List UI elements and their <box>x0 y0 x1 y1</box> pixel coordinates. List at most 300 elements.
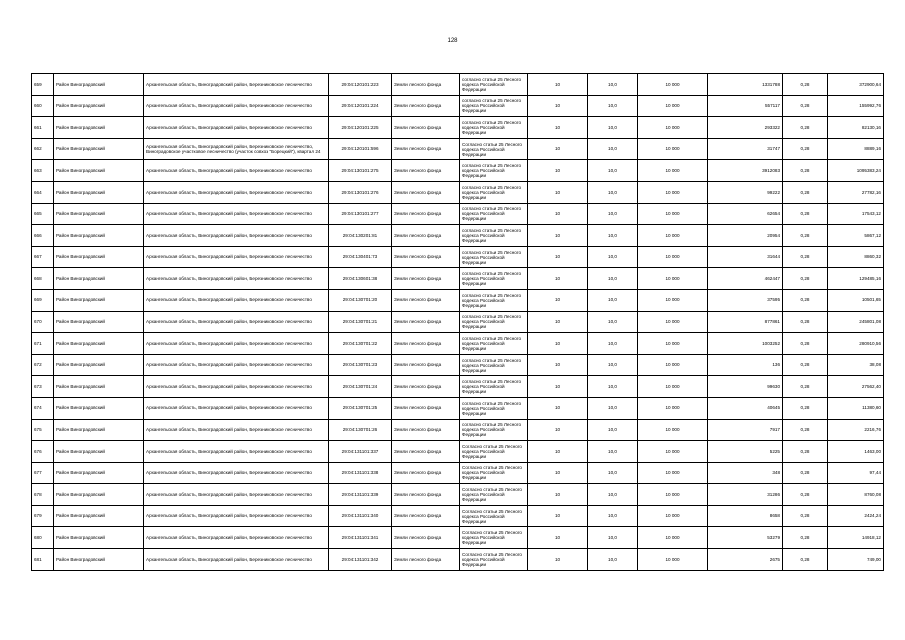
land-category-cell: Земли лесного фонда <box>392 441 460 463</box>
value-cell: 10 000 <box>638 117 708 139</box>
value-cell: 10 000 <box>638 397 708 419</box>
district-cell: Район Виноградовский <box>54 160 144 182</box>
value-cell: 10,0 <box>588 462 638 484</box>
district-cell: Район Виноградовский <box>54 268 144 290</box>
amount-cell: 38,08 <box>828 354 884 376</box>
value-cell: 10 <box>528 95 588 117</box>
value-cell: 10 000 <box>638 462 708 484</box>
amount-cell: 280910,56 <box>828 333 884 355</box>
area-cell: 348 <box>708 462 783 484</box>
page-number: 128 <box>447 38 458 44</box>
row-number-cell: 659 <box>32 74 54 96</box>
district-cell: Район Виноградовский <box>54 462 144 484</box>
legal-basis-cell: согласно статьи 25 Лесного кодекса Российской Федерации <box>460 333 528 355</box>
row-number-cell: 677 <box>32 462 54 484</box>
value-cell: 10 <box>528 484 588 506</box>
district-cell: Район Виноградовский <box>54 549 144 571</box>
amount-cell: 8889,16 <box>828 138 884 160</box>
amount-cell: 8860,32 <box>828 246 884 268</box>
row-number-cell: 678 <box>32 484 54 506</box>
value-cell: 10 000 <box>638 138 708 160</box>
area-cell: 7917 <box>708 419 783 441</box>
row-number-cell: 675 <box>32 419 54 441</box>
table-row <box>32 441 884 463</box>
rate-cell: 0,28 <box>783 484 828 506</box>
area-cell: 31747 <box>708 138 783 160</box>
value-cell: 10,0 <box>588 95 638 117</box>
value-cell: 10 000 <box>638 203 708 225</box>
cadastral-number-cell: 29:04:131101:340 <box>329 505 392 527</box>
cadastral-number-cell: 29:04:131101:337 <box>329 441 392 463</box>
cadastral-number-cell: 29:04:120101:224 <box>329 95 392 117</box>
land-category-cell: Земли лесного фонда <box>392 397 460 419</box>
row-number-cell: 673 <box>32 376 54 398</box>
amount-cell: 27782,16 <box>828 181 884 203</box>
table-row <box>32 203 884 225</box>
district-cell: Район Виноградовский <box>54 289 144 311</box>
table-row <box>32 225 884 247</box>
address-cell: Архангельская область, Виноградовский район, Березниковское лесничество <box>144 505 329 527</box>
cadastral-number-cell: 29:04:131101:339 <box>329 484 392 506</box>
table-row <box>32 138 884 160</box>
area-cell: 557117 <box>708 95 783 117</box>
amount-cell: 27562,40 <box>828 376 884 398</box>
cadastral-number-cell: 29:04:130401:73 <box>329 246 392 268</box>
area-cell: 5225 <box>708 441 783 463</box>
cadastral-number-cell: 29:04:120101:596 <box>329 138 392 160</box>
legal-basis-cell: Согласно статьи 25 Лесного кодекса Российской Федерации <box>460 527 528 549</box>
district-cell: Район Виноградовский <box>54 505 144 527</box>
area-cell: 1003252 <box>708 333 783 355</box>
land-category-cell: Земли лесного фонда <box>392 505 460 527</box>
address-cell: Архангельская область, Виноградовский район, Березниковское лесничество <box>144 95 329 117</box>
value-cell: 10,0 <box>588 484 638 506</box>
district-cell: Район Виноградовский <box>54 419 144 441</box>
address-cell: Архангельская область, Виноградовский район, Березниковское лесничество <box>144 74 329 96</box>
cadastral-number-cell: 29:04:131101:338 <box>329 462 392 484</box>
address-cell: Архангельская область, Виноградовский район, Березниковское лесничество <box>144 268 329 290</box>
area-cell: 99630 <box>708 376 783 398</box>
table-row <box>32 333 884 355</box>
area-cell: 2675 <box>708 549 783 571</box>
address-cell: Архангельская область, Виноградовский район, Березниковское лесничество <box>144 160 329 182</box>
legal-basis-cell: согласно статьи 25 Лесного кодекса Российской Федерации <box>460 74 528 96</box>
row-number-cell: 666 <box>32 225 54 247</box>
legal-basis-cell: согласно статьи 25 Лесного кодекса Российской Федерации <box>460 268 528 290</box>
address-cell: Архангельская область, Виноградовский район, Березниковское лесничество <box>144 484 329 506</box>
table-row <box>32 181 884 203</box>
district-cell: Район Виноградовский <box>54 376 144 398</box>
amount-cell: 97,44 <box>828 462 884 484</box>
row-number-cell: 660 <box>32 95 54 117</box>
row-number-cell: 669 <box>32 289 54 311</box>
area-cell: 8658 <box>708 505 783 527</box>
row-number-cell: 676 <box>32 441 54 463</box>
address-cell: Архангельская область, Виноградовский район, Березниковское лесничество <box>144 441 329 463</box>
value-cell: 10 000 <box>638 376 708 398</box>
rate-cell: 0,28 <box>783 203 828 225</box>
cadastral-number-cell: 29:04:130701:21 <box>329 311 392 333</box>
value-cell: 10,0 <box>588 397 638 419</box>
land-category-cell: Земли лесного фонда <box>392 354 460 376</box>
amount-cell: 17543,12 <box>828 203 884 225</box>
land-category-cell: Земли лесного фонда <box>392 95 460 117</box>
row-number-cell: 674 <box>32 397 54 419</box>
legal-basis-cell: согласно статьи 25 Лесного кодекса Российской Федерации <box>460 289 528 311</box>
district-cell: Район Виноградовский <box>54 225 144 247</box>
address-cell: Архангельская область, Виноградовский район, Березниковское лесничество <box>144 354 329 376</box>
amount-cell: 372900,64 <box>828 74 884 96</box>
legal-basis-cell: Согласно статьи 25 Лесного кодекса Российской Федерации <box>460 549 528 571</box>
legal-basis-cell: Согласно статьи 25 Лесного кодекса Российской Федерации <box>460 484 528 506</box>
address-cell: Архангельская область, Виноградовский район, Березниковское лесничество <box>144 246 329 268</box>
value-cell: 10 000 <box>638 419 708 441</box>
amount-cell: 155992,76 <box>828 95 884 117</box>
amount-cell: 82130,16 <box>828 117 884 139</box>
cadastral-number-cell: 29:04:130701:24 <box>329 376 392 398</box>
value-cell: 10 000 <box>638 268 708 290</box>
cadastral-number-cell: 29:04:120101:225 <box>329 117 392 139</box>
value-cell: 10 000 <box>638 160 708 182</box>
value-cell: 10 <box>528 74 588 96</box>
value-cell: 10 <box>528 289 588 311</box>
value-cell: 10 <box>528 505 588 527</box>
cadastral-number-cell: 29:04:131101:342 <box>329 549 392 571</box>
value-cell: 10 <box>528 397 588 419</box>
value-cell: 10,0 <box>588 181 638 203</box>
legal-basis-cell: согласно статьи 25 Лесного кодекса Российской Федерации <box>460 311 528 333</box>
value-cell: 10,0 <box>588 74 638 96</box>
legal-basis-cell: согласно статьи 25 Лесного кодекса Российской Федерации <box>460 160 528 182</box>
value-cell: 10,0 <box>588 246 638 268</box>
value-cell: 10 000 <box>638 505 708 527</box>
amount-cell: 11380,60 <box>828 397 884 419</box>
area-cell: 31286 <box>708 484 783 506</box>
rate-cell: 0,28 <box>783 117 828 139</box>
address-cell: Архангельская область, Виноградовский район, Березниковское лесничество <box>144 117 329 139</box>
district-cell: Район Виноградовский <box>54 397 144 419</box>
cadastral-number-cell: 29:04:130701:20 <box>329 289 392 311</box>
rate-cell: 0,28 <box>783 160 828 182</box>
value-cell: 10 000 <box>638 333 708 355</box>
cadastral-number-cell: 29:04:130101:277 <box>329 203 392 225</box>
value-cell: 10 <box>528 311 588 333</box>
amount-cell: 129485,16 <box>828 268 884 290</box>
value-cell: 10 000 <box>638 246 708 268</box>
table-row <box>32 289 884 311</box>
legal-basis-cell: Согласно статьи 25 Лесного кодекса Российской Федерации <box>460 441 528 463</box>
land-category-cell: Земли лесного фонда <box>392 376 460 398</box>
district-cell: Район Виноградовский <box>54 203 144 225</box>
table-row <box>32 419 884 441</box>
legal-basis-cell: согласно статьи 25 Лесного кодекса Российской Федерации <box>460 354 528 376</box>
cadastral-number-cell: 29:04:130101:275 <box>329 160 392 182</box>
value-cell: 10,0 <box>588 505 638 527</box>
rate-cell: 0,28 <box>783 311 828 333</box>
legal-basis-cell: согласно статьи 25 Лесного кодекса Российской Федерации <box>460 225 528 247</box>
land-category-cell: Земли лесного фонда <box>392 138 460 160</box>
table-row <box>32 311 884 333</box>
value-cell: 10 <box>528 246 588 268</box>
rate-cell: 0,28 <box>783 505 828 527</box>
legal-basis-cell: Согласно статьи 25 Лесного кодекса Российской Федерации <box>460 462 528 484</box>
district-cell: Район Виноградовский <box>54 333 144 355</box>
land-category-cell: Земли лесного фонда <box>392 160 460 182</box>
area-cell: 877861 <box>708 311 783 333</box>
address-cell: Архангельская область, Виноградовский район, Березниковское лесничество <box>144 397 329 419</box>
area-cell: 31644 <box>708 246 783 268</box>
table-row <box>32 246 884 268</box>
address-cell: Архангельская область, Виноградовский район, Березниковское лесничество <box>144 549 329 571</box>
legal-basis-cell: согласно статьи 25 Лесного кодекса Российской Федерации <box>460 95 528 117</box>
land-category-cell: Земли лесного фонда <box>392 311 460 333</box>
cadastral-number-cell: 29:04:130701:25 <box>329 397 392 419</box>
row-number-cell: 672 <box>32 354 54 376</box>
table-row <box>32 376 884 398</box>
legal-basis-cell: Согласно статьи 25 Лесного кодекса Российской Федерации <box>460 138 528 160</box>
value-cell: 10,0 <box>588 203 638 225</box>
land-category-cell: Земли лесного фонда <box>392 289 460 311</box>
rate-cell: 0,28 <box>783 441 828 463</box>
land-category-cell: Земли лесного фонда <box>392 484 460 506</box>
land-category-cell: Земли лесного фонда <box>392 225 460 247</box>
legal-basis-cell: согласно статьи 25 Лесного кодекса Российской Федерации <box>460 246 528 268</box>
value-cell: 10 <box>528 354 588 376</box>
value-cell: 10,0 <box>588 354 638 376</box>
area-cell: 40645 <box>708 397 783 419</box>
rate-cell: 0,28 <box>783 246 828 268</box>
value-cell: 10,0 <box>588 225 638 247</box>
row-number-cell: 667 <box>32 246 54 268</box>
cadastral-number-cell: 29:04:120101:223 <box>329 74 392 96</box>
land-category-cell: Земли лесного фонда <box>392 246 460 268</box>
amount-cell: 2424,24 <box>828 505 884 527</box>
address-cell: Архангельская область, Виноградовский район, Березниковское лесничество <box>144 333 329 355</box>
value-cell: 10 000 <box>638 225 708 247</box>
value-cell: 10 000 <box>638 354 708 376</box>
rate-cell: 0,28 <box>783 376 828 398</box>
address-cell: Архангельская область, Виноградовский район, Березниковское лесничество <box>144 527 329 549</box>
row-number-cell: 670 <box>32 311 54 333</box>
rate-cell: 0,28 <box>783 527 828 549</box>
legal-basis-cell: согласно статьи 25 Лесного кодекса Российской Федерации <box>460 203 528 225</box>
cadastral-number-cell: 29:04:130601:38 <box>329 268 392 290</box>
rate-cell: 0,28 <box>783 225 828 247</box>
rate-cell: 0,28 <box>783 289 828 311</box>
value-cell: 10 000 <box>638 311 708 333</box>
amount-cell: 10501,65 <box>828 289 884 311</box>
value-cell: 10 000 <box>638 181 708 203</box>
table-row <box>32 95 884 117</box>
table-row <box>32 505 884 527</box>
value-cell: 10 <box>528 138 588 160</box>
area-cell: 3912083 <box>708 160 783 182</box>
land-category-cell: Земли лесного фонда <box>392 419 460 441</box>
row-number-cell: 661 <box>32 117 54 139</box>
amount-cell: 245801,08 <box>828 311 884 333</box>
land-category-cell: Земли лесного фонда <box>392 268 460 290</box>
district-cell: Район Виноградовский <box>54 311 144 333</box>
value-cell: 10 <box>528 419 588 441</box>
rate-cell: 0,28 <box>783 95 828 117</box>
value-cell: 10,0 <box>588 333 638 355</box>
legal-basis-cell: согласно статьи 25 Лесного кодекса Российской Федерации <box>460 397 528 419</box>
district-cell: Район Виноградовский <box>54 354 144 376</box>
legal-basis-cell: Согласно статьи 25 Лесного кодекса Российской Федерации <box>460 505 528 527</box>
rate-cell: 0,28 <box>783 462 828 484</box>
value-cell: 10,0 <box>588 419 638 441</box>
rate-cell: 0,28 <box>783 354 828 376</box>
rate-cell: 0,28 <box>783 138 828 160</box>
value-cell: 10 <box>528 117 588 139</box>
area-cell: 293322 <box>708 117 783 139</box>
area-cell: 37595 <box>708 289 783 311</box>
row-number-cell: 668 <box>32 268 54 290</box>
rate-cell: 0,28 <box>783 74 828 96</box>
value-cell: 10 000 <box>638 441 708 463</box>
address-cell: Архангельская область, Виноградовский район, Березниковское лесничество <box>144 181 329 203</box>
table-row <box>32 74 884 96</box>
value-cell: 10 <box>528 376 588 398</box>
value-cell: 10,0 <box>588 549 638 571</box>
district-cell: Район Виноградовский <box>54 95 144 117</box>
rate-cell: 0,28 <box>783 181 828 203</box>
value-cell: 10 <box>528 181 588 203</box>
row-number-cell: 681 <box>32 549 54 571</box>
amount-cell: 8760,08 <box>828 484 884 506</box>
value-cell: 10,0 <box>588 527 638 549</box>
address-cell: Архангельская область, Виноградовский район, Березниковское лесничество <box>144 462 329 484</box>
district-cell: Район Виноградовский <box>54 117 144 139</box>
value-cell: 10 <box>528 333 588 355</box>
area-cell: 99222 <box>708 181 783 203</box>
address-cell: Архангельская область, Виноградовский район, Березниковское лесничество <box>144 203 329 225</box>
area-cell: 62654 <box>708 203 783 225</box>
table-row <box>32 268 884 290</box>
land-register-table <box>31 73 884 571</box>
district-cell: Район Виноградовский <box>54 138 144 160</box>
amount-cell: 5867,12 <box>828 225 884 247</box>
value-cell: 10 <box>528 549 588 571</box>
land-category-cell: Земли лесного фонда <box>392 117 460 139</box>
value-cell: 10 000 <box>638 484 708 506</box>
table-row <box>32 160 884 182</box>
cadastral-number-cell: 29:04:130701:26 <box>329 419 392 441</box>
row-number-cell: 671 <box>32 333 54 355</box>
land-category-cell: Земли лесного фонда <box>392 203 460 225</box>
rate-cell: 0,28 <box>783 419 828 441</box>
district-cell: Район Виноградовский <box>54 181 144 203</box>
land-category-cell: Земли лесного фонда <box>392 549 460 571</box>
legal-basis-cell: согласно статьи 25 Лесного кодекса Российской Федерации <box>460 376 528 398</box>
row-number-cell: 665 <box>32 203 54 225</box>
area-cell: 462447 <box>708 268 783 290</box>
cadastral-number-cell: 29:04:130701:22 <box>329 333 392 355</box>
rate-cell: 0,28 <box>783 333 828 355</box>
value-cell: 10 <box>528 160 588 182</box>
land-category-cell: Земли лесного фонда <box>392 462 460 484</box>
value-cell: 10 <box>528 268 588 290</box>
land-category-cell: Земли лесного фонда <box>392 74 460 96</box>
address-cell: Архангельская область, Виноградовский район, Березниковское лесничество <box>144 376 329 398</box>
cadastral-number-cell: 29:04:130701:23 <box>329 354 392 376</box>
value-cell: 10 000 <box>638 549 708 571</box>
value-cell: 10 <box>528 462 588 484</box>
address-cell: Архангельская область, Виноградовский район, Березниковское лесничество, Виноградовское участковое лесничество (участок совхоз "Борецкий"), квартал 24 <box>144 138 329 160</box>
value-cell: 10,0 <box>588 441 638 463</box>
row-number-cell: 664 <box>32 181 54 203</box>
district-cell: Район Виноградовский <box>54 484 144 506</box>
district-cell: Район Виноградовский <box>54 74 144 96</box>
legal-basis-cell: согласно статьи 25 Лесного кодекса Российской Федерации <box>460 117 528 139</box>
rate-cell: 0,28 <box>783 549 828 571</box>
cadastral-number-cell: 29:04:131101:341 <box>329 527 392 549</box>
district-cell: Район Виноградовский <box>54 441 144 463</box>
value-cell: 10,0 <box>588 311 638 333</box>
area-cell: 53279 <box>708 527 783 549</box>
district-cell: Район Виноградовский <box>54 527 144 549</box>
value-cell: 10 000 <box>638 527 708 549</box>
value-cell: 10 000 <box>638 74 708 96</box>
value-cell: 10 <box>528 441 588 463</box>
table-row <box>32 484 884 506</box>
row-number-cell: 680 <box>32 527 54 549</box>
table-row <box>32 354 884 376</box>
rate-cell: 0,28 <box>783 397 828 419</box>
row-number-cell: 679 <box>32 505 54 527</box>
table-row <box>32 549 884 571</box>
land-category-cell: Земли лесного фонда <box>392 333 460 355</box>
legal-basis-cell: согласно статьи 25 Лесного кодекса Российской Федерации <box>460 419 528 441</box>
land-category-cell: Земли лесного фонда <box>392 527 460 549</box>
row-number-cell: 662 <box>32 138 54 160</box>
amount-cell: 749,00 <box>828 549 884 571</box>
area-cell: 20954 <box>708 225 783 247</box>
district-cell: Район Виноградовский <box>54 246 144 268</box>
value-cell: 10,0 <box>588 138 638 160</box>
value-cell: 10,0 <box>588 268 638 290</box>
address-cell: Архангельская область, Виноградовский район, Березниковское лесничество <box>144 311 329 333</box>
address-cell: Архангельская область, Виноградовский район, Березниковское лесничество <box>144 225 329 247</box>
area-cell: 1331788 <box>708 74 783 96</box>
amount-cell: 2216,76 <box>828 419 884 441</box>
address-cell: Архангельская область, Виноградовский район, Березниковское лесничество <box>144 289 329 311</box>
amount-cell: 1095383,24 <box>828 160 884 182</box>
land-category-cell: Земли лесного фонда <box>392 181 460 203</box>
value-cell: 10,0 <box>588 376 638 398</box>
value-cell: 10 <box>528 225 588 247</box>
table-row <box>32 397 884 419</box>
value-cell: 10,0 <box>588 289 638 311</box>
table-row <box>32 117 884 139</box>
value-cell: 10,0 <box>588 117 638 139</box>
table-row <box>32 527 884 549</box>
row-number-cell: 663 <box>32 160 54 182</box>
value-cell: 10,0 <box>588 160 638 182</box>
rate-cell: 0,28 <box>783 268 828 290</box>
value-cell: 10 <box>528 203 588 225</box>
amount-cell: 1463,00 <box>828 441 884 463</box>
cadastral-number-cell: 29:04:130101:276 <box>329 181 392 203</box>
value-cell: 10 000 <box>638 289 708 311</box>
value-cell: 10 <box>528 527 588 549</box>
legal-basis-cell: согласно статьи 25 Лесного кодекса Российской Федерации <box>460 181 528 203</box>
table-row <box>32 462 884 484</box>
cadastral-number-cell: 29:04:130201:81 <box>329 225 392 247</box>
area-cell: 136 <box>708 354 783 376</box>
amount-cell: 14918,12 <box>828 527 884 549</box>
value-cell: 10 000 <box>638 95 708 117</box>
